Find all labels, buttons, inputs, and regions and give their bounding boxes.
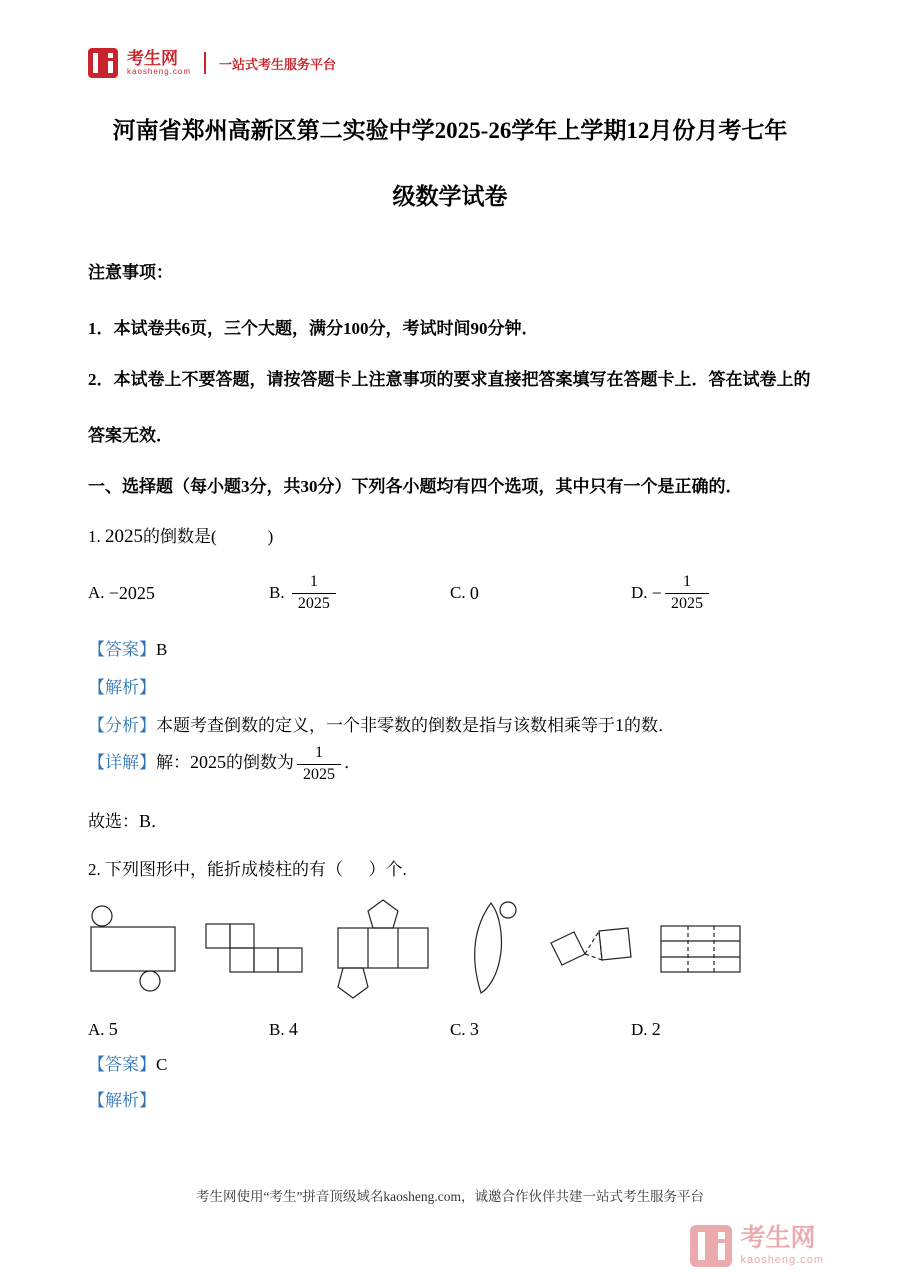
figure-tilted-squares-with-dashed-triangle	[543, 913, 638, 985]
brand-domain: kaosheng.com	[127, 66, 192, 76]
q2-option-d: D. 2	[631, 1019, 661, 1040]
question-2-options	[88, 1019, 812, 1040]
watermark-brand-domain: kaosheng.com	[740, 1254, 824, 1266]
q1-answer-line	[88, 633, 812, 667]
q1-number: 1.	[88, 527, 101, 547]
site-logo	[88, 48, 812, 78]
q1-option-d: D. − $\frac{1}{2025}$	[631, 572, 812, 615]
figure-rectangle-with-dashed-strips	[660, 922, 742, 976]
question-1-stem	[88, 518, 812, 556]
q2-number: 2.	[88, 860, 101, 880]
footer-text: 考生网使用“考生”拼音顶级域名kaosheng.com，诚邀合作伙伴共建一站式考生服务平台	[195, 1189, 705, 1204]
brand-name: 考生网	[127, 48, 178, 68]
question-1-options	[88, 572, 812, 615]
q1-analysis-label: 【解析】	[88, 677, 156, 697]
brand-tagline: 一站式考生服务平台	[219, 56, 337, 72]
question-2-stem	[88, 853, 812, 887]
notice-item-2: 2．本试卷上不要答题，请按答题卡上注意事项的要求直接把答案填写在答题卡上．答在试卷上的答案无效．	[88, 370, 811, 446]
answer-label: 【答案】	[88, 639, 156, 659]
page-title	[88, 98, 812, 230]
q1-stem-text: 的倒数是( )	[143, 527, 274, 547]
fraction: $\frac{1}{2025}$	[665, 572, 709, 615]
title-line-1: 河南省郑州高新区第二实验中学2025-26学年上学期12月份月考七年	[112, 118, 788, 143]
brand-text	[127, 50, 191, 76]
q1-stem-math: 2025	[105, 526, 143, 548]
watermark-logo	[690, 1225, 824, 1267]
figure-pentagonal-prism-net	[327, 894, 439, 1004]
figure-squares-net	[205, 923, 305, 975]
fraction: $\frac{1}{2025}$	[292, 572, 336, 615]
watermark-brand-name: 考生网	[740, 1224, 816, 1252]
q2-answer-value: C	[156, 1055, 168, 1075]
kaosheng-watermark-icon	[690, 1225, 732, 1267]
figure-rectangle-with-circles-net	[88, 903, 183, 995]
q2-analysis-label: 【解析】	[88, 1091, 156, 1111]
q1-conclusion: 故选：B．	[88, 811, 169, 832]
notice-item-1: 1．本试卷共6页，三个大题，满分100分，考试时间90分钟．	[88, 319, 539, 338]
q1-option-b: B. $\frac{1}{2025}$	[269, 572, 450, 615]
watermark-text	[740, 1226, 824, 1266]
q2-option-c: C. 3	[450, 1019, 479, 1040]
answer-label: 【答案】	[88, 1055, 156, 1075]
figure-curved-shape-with-circle	[461, 899, 521, 999]
q1-option-c: C. 0	[450, 582, 479, 603]
title-line-2: 级数学试卷	[392, 184, 508, 209]
section-1-heading: 一、选择题（每小题3分，共30分）下列各小题均有四个选项，其中只有一个是正确的．	[88, 477, 743, 497]
q1-fenxi-line: 【分析】本题考查倒数的定义，一个非零数的倒数是指与该数相乘等于1的数．	[88, 714, 675, 735]
q1-xiangjie-line: 【详解】解：2025的倒数为 $\frac{1}{2025}$ ．	[88, 743, 812, 786]
question-2-figures	[88, 893, 812, 1005]
q2-option-b: B. 4	[269, 1019, 298, 1040]
q1-answer-value: B	[156, 639, 168, 659]
q2-stem-text: 下列图形中，能折成棱柱的有（ ）个.	[105, 860, 407, 880]
notice-heading: 注意事项：	[88, 263, 173, 282]
fraction: $\frac{1}{2025}$	[297, 743, 341, 786]
q2-answer-line	[88, 1048, 812, 1082]
q1-option-a: A. −2025	[88, 582, 155, 603]
q2-option-a: A. 5	[88, 1019, 118, 1040]
kaosheng-logo-icon	[88, 48, 118, 78]
brand-divider	[204, 52, 206, 74]
